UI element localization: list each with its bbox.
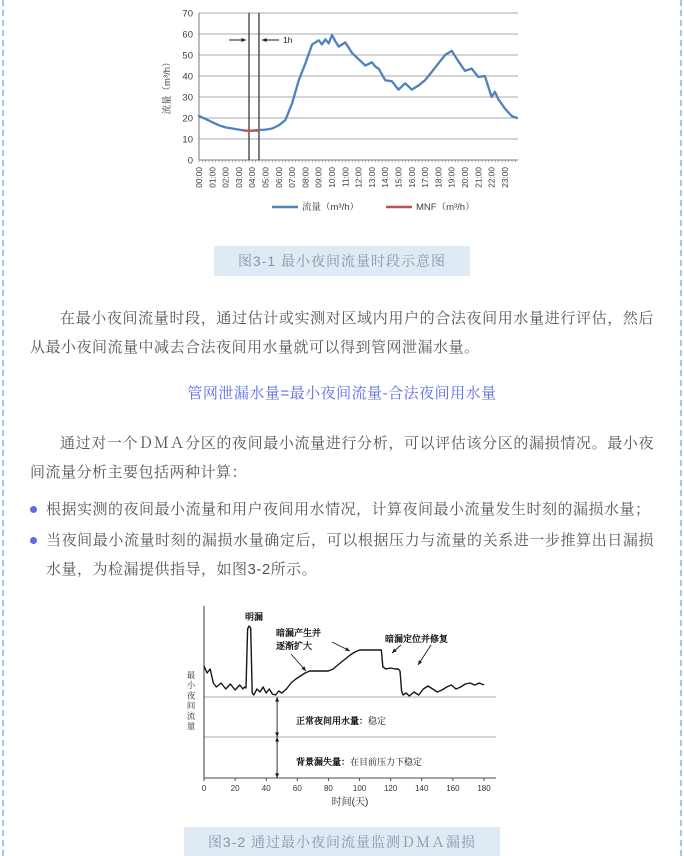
bullet-dot-icon bbox=[30, 506, 37, 513]
svg-text:01:00: 01:00 bbox=[207, 167, 218, 188]
svg-text:00:00: 00:00 bbox=[194, 167, 204, 188]
svg-text:正常夜间用水量：稳定: 正常夜间用水量：稳定 bbox=[296, 716, 387, 726]
figure-3-1-caption: 图3-1 最小夜间流量时段示意图 bbox=[214, 246, 470, 276]
bullet-list bbox=[30, 495, 654, 584]
svg-text:100: 100 bbox=[352, 784, 367, 793]
svg-text:时间(天): 时间(天) bbox=[331, 797, 369, 808]
paragraph-1: 在最小夜间流量时段，通过估计或实测对区域内用户的合法夜间用水量进行评估，然后从最小夜间流量中减去合法夜间用水量就可以得到管网泄漏水量。 bbox=[30, 310, 654, 356]
svg-text:间: 间 bbox=[186, 700, 196, 711]
svg-text:11:00: 11:00 bbox=[340, 167, 351, 188]
svg-text:03:00: 03:00 bbox=[233, 167, 244, 188]
svg-text:60: 60 bbox=[292, 784, 302, 793]
svg-text:暗漏产生并: 暗漏产生并 bbox=[276, 628, 322, 638]
svg-text:流量（m³/h）: 流量（m³/h） bbox=[162, 57, 173, 115]
svg-text:流量（m³/h）: 流量（m³/h） bbox=[302, 202, 360, 213]
svg-text:06:00: 06:00 bbox=[273, 167, 284, 188]
figure-3-2-dma-monitoring-chart bbox=[164, 598, 509, 813]
svg-text:流: 流 bbox=[186, 710, 196, 721]
svg-text:20: 20 bbox=[182, 113, 193, 125]
bullet-item-2 bbox=[30, 526, 654, 584]
svg-text:50: 50 bbox=[182, 50, 193, 62]
svg-text:13:00: 13:00 bbox=[366, 167, 377, 188]
svg-text:02:00: 02:00 bbox=[220, 167, 231, 188]
leakage-formula: 管网泄漏水量=最小夜间流量-合法夜间用水量 bbox=[187, 385, 497, 402]
svg-text:量: 量 bbox=[186, 721, 196, 731]
svg-text:18:00: 18:00 bbox=[433, 167, 444, 188]
figure-3-1-caption-row bbox=[4, 246, 680, 276]
svg-text:15:00: 15:00 bbox=[393, 167, 404, 188]
paragraph-2: 通过对一个ＤＭＡ分区的夜间最小流量进行分析，可以评估该分区的漏损情况。最小夜间流量分析主要包括两种计算： bbox=[30, 435, 654, 481]
svg-text:09:00: 09:00 bbox=[313, 167, 324, 188]
svg-text:60: 60 bbox=[182, 29, 193, 41]
svg-text:20: 20 bbox=[230, 784, 240, 793]
svg-text:1h: 1h bbox=[282, 35, 293, 45]
svg-text:70: 70 bbox=[182, 8, 193, 20]
svg-text:07:00: 07:00 bbox=[287, 167, 298, 188]
svg-text:120: 120 bbox=[383, 784, 398, 793]
svg-text:180: 180 bbox=[477, 784, 491, 793]
figure-3-2-caption-row bbox=[4, 827, 680, 856]
svg-text:0: 0 bbox=[187, 155, 193, 167]
svg-text:12:00: 12:00 bbox=[353, 167, 364, 188]
svg-text:最: 最 bbox=[186, 670, 196, 680]
svg-text:80: 80 bbox=[323, 784, 333, 793]
svg-text:04:00: 04:00 bbox=[247, 167, 258, 188]
svg-text:05:00: 05:00 bbox=[260, 167, 271, 188]
svg-text:MNF（m³/h）: MNF（m³/h） bbox=[416, 202, 475, 213]
svg-text:40: 40 bbox=[261, 784, 271, 793]
bullet-item-2-text: 当夜间最小流量时刻的漏损水量确定后，可以根据压力与流量的关系进一步推算出日漏损水量，为检漏提供指导，如图3-2所示。 bbox=[46, 532, 654, 578]
svg-text:10: 10 bbox=[182, 134, 193, 146]
bullet-item-1 bbox=[30, 495, 654, 524]
svg-text:20:00: 20:00 bbox=[460, 167, 470, 188]
bullet-dot-icon bbox=[30, 537, 37, 544]
svg-text:夜: 夜 bbox=[186, 690, 196, 701]
svg-text:21:00: 21:00 bbox=[473, 167, 484, 188]
figure-3-1-night-flow-chart bbox=[154, 0, 554, 228]
svg-text:22:00: 22:00 bbox=[486, 167, 497, 188]
svg-text:140: 140 bbox=[415, 784, 429, 793]
svg-text:小: 小 bbox=[186, 680, 196, 691]
svg-text:逐渐扩大: 逐渐扩大 bbox=[276, 641, 313, 651]
article-page bbox=[2, 0, 682, 856]
svg-text:0: 0 bbox=[201, 784, 207, 793]
svg-text:23:00: 23:00 bbox=[499, 167, 510, 188]
svg-text:30: 30 bbox=[182, 92, 193, 104]
svg-text:背景漏失量：在目前压力下稳定: 背景漏失量：在目前压力下稳定 bbox=[296, 757, 423, 767]
svg-text:160: 160 bbox=[446, 784, 460, 793]
figure-3-2-caption: 图3-2 通过最小夜间流量监测ＤＭＡ漏损 bbox=[184, 827, 500, 856]
svg-text:40: 40 bbox=[182, 71, 193, 83]
bullet-item-1-text: 根据实测的夜间最小流量和用户夜间用水情况，计算夜间最小流量发生时刻的漏损水量； bbox=[46, 501, 651, 518]
svg-text:17:00: 17:00 bbox=[420, 167, 431, 188]
svg-text:明漏: 明漏 bbox=[244, 612, 264, 622]
svg-text:暗漏定位并修复: 暗漏定位并修复 bbox=[385, 634, 449, 644]
svg-text:14:00: 14:00 bbox=[380, 167, 391, 188]
svg-text:16:00: 16:00 bbox=[406, 167, 417, 188]
svg-text:10:00: 10:00 bbox=[327, 167, 337, 188]
svg-text:19:00: 19:00 bbox=[446, 167, 457, 188]
svg-text:08:00: 08:00 bbox=[300, 167, 311, 188]
